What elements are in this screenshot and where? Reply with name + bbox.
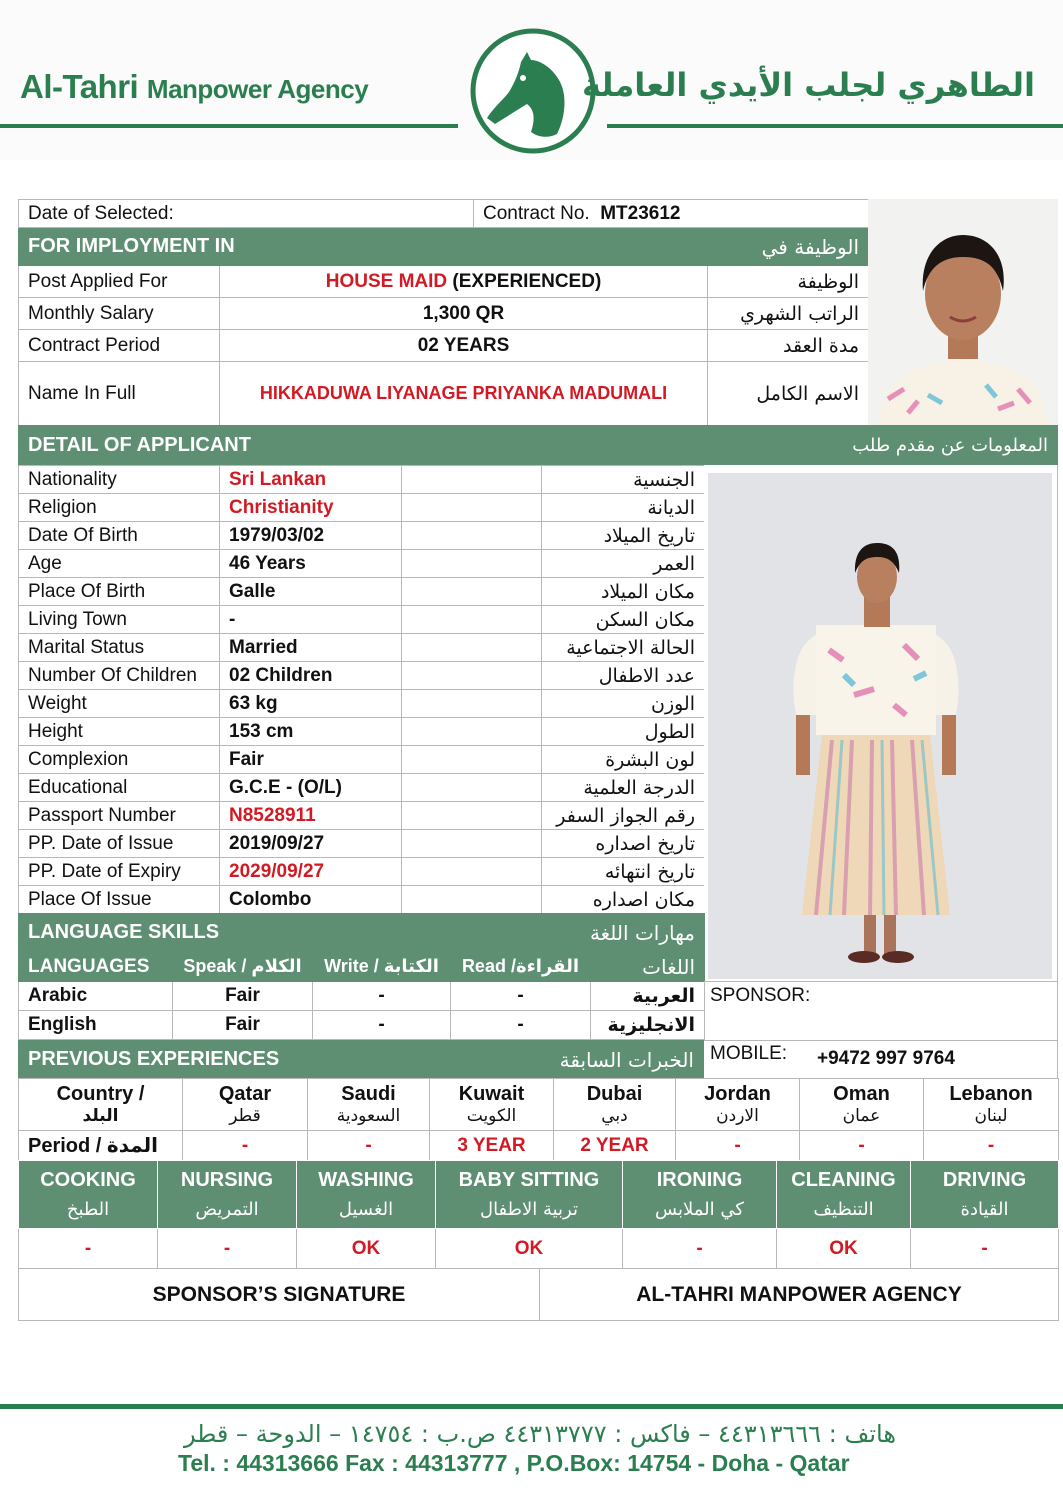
detail-label-ar: الجنسية xyxy=(542,466,705,494)
detail-label-ar: مكان الميلاد xyxy=(542,578,705,606)
detail-label-ar: الديانة xyxy=(542,494,705,522)
detail-row xyxy=(19,494,705,522)
skill-header: DRIVING القيادة xyxy=(911,1161,1059,1229)
footer-contact-en: Tel. : 44313666 Fax : 44313777 , P.O.Box: 14754 - Doha - Qatar xyxy=(178,1450,850,1476)
detail-label: Religion xyxy=(19,494,220,522)
detail-row xyxy=(19,830,705,858)
period-label: Contract Period xyxy=(19,330,220,362)
header-rule-right xyxy=(607,124,1063,128)
detail-label: Date Of Birth xyxy=(19,522,220,550)
salary-value: 1,300 QR xyxy=(220,298,708,330)
detail-blank xyxy=(402,746,542,774)
experience-title: PREVIOUS EXPERIENCES xyxy=(19,1041,362,1079)
language-skills-table xyxy=(18,913,705,1040)
skill-header: WASHING الغسيل xyxy=(297,1161,436,1229)
detail-row xyxy=(19,718,705,746)
experience-table xyxy=(18,1078,1059,1161)
detail-row xyxy=(19,690,705,718)
contract-no-cell: Contract No. MT23612 xyxy=(474,200,869,228)
col-languages: LANGUAGES xyxy=(19,952,173,982)
detail-blank xyxy=(402,578,542,606)
detail-row xyxy=(19,774,705,802)
detail-label: Number Of Children xyxy=(19,662,220,690)
experience-period: 3 YEAR xyxy=(430,1131,554,1161)
skill-header: COOKING الطبخ xyxy=(19,1161,158,1229)
agency-signature: AL-TAHRI MANPOWER AGENCY xyxy=(540,1269,1059,1321)
full-body-photo xyxy=(704,465,1058,981)
experience-period: - xyxy=(676,1131,800,1161)
experience-country: Oman عمان xyxy=(800,1079,924,1131)
detail-label-ar: لون البشرة xyxy=(542,746,705,774)
skills-table xyxy=(18,1160,1059,1269)
experience-section-header xyxy=(18,1040,704,1079)
language-write: - xyxy=(313,982,451,1011)
language-name-ar: العربية xyxy=(591,982,705,1011)
footer-rule xyxy=(0,1404,1063,1409)
full-name-value: HIKKADUWA LIYANAGE PRIYANKA MADUMALI xyxy=(220,362,708,426)
skill-header: CLEANING التنظيف xyxy=(777,1161,911,1229)
detail-label: Place Of Birth xyxy=(19,578,220,606)
experience-country: Kuwait الكويت xyxy=(430,1079,554,1131)
detail-label-ar: الطول xyxy=(542,718,705,746)
detail-value: Sri Lankan xyxy=(220,466,402,494)
col-write: Write / الكتابة xyxy=(313,952,451,982)
detail-row xyxy=(19,578,705,606)
skill-header: IRONING كي الملابس xyxy=(623,1161,777,1229)
detail-row xyxy=(19,466,705,494)
detail-label: Place Of Issue xyxy=(19,886,220,914)
contract-number: MT23612 xyxy=(600,202,681,224)
skill-value: - xyxy=(623,1229,777,1269)
post-label: Post Applied For xyxy=(19,266,220,298)
detail-label-ar: الدرجة العلمية xyxy=(542,774,705,802)
language-name-ar: الانجليزية xyxy=(591,1011,705,1040)
detail-label-ar: العمر xyxy=(542,550,705,578)
language-name: English xyxy=(19,1011,173,1040)
experience-country: Lebanon لبنان xyxy=(924,1079,1059,1131)
detail-label: Weight xyxy=(19,690,220,718)
skill-value: - xyxy=(19,1229,158,1269)
employment-section-title-ar: الوظيفة في xyxy=(708,228,869,266)
detail-blank xyxy=(402,718,542,746)
detail-value: 2029/09/27 xyxy=(220,858,402,886)
detail-label: Marital Status xyxy=(19,634,220,662)
detail-label-ar: رقم الجواز السفر xyxy=(542,802,705,830)
post-value: HOUSE MAID (EXPERIENCED) xyxy=(220,266,708,298)
signature-table xyxy=(18,1268,1059,1321)
detail-blank xyxy=(402,550,542,578)
col-speak: Speak / الكلام xyxy=(173,952,313,982)
sponsor-field: SPONSOR: xyxy=(704,981,1058,1041)
detail-label: Passport Number xyxy=(19,802,220,830)
letterhead xyxy=(0,0,1063,160)
language-row xyxy=(19,1011,705,1040)
detail-value: 02 Children xyxy=(220,662,402,690)
detail-title-ar: المعلومات عن مقدم طلب xyxy=(538,426,1058,466)
detail-blank xyxy=(402,522,542,550)
detail-blank xyxy=(402,886,542,914)
experience-period: - xyxy=(183,1131,308,1161)
detail-label: Educational xyxy=(19,774,220,802)
footer-contact-ar: هاتف : ٤٤٣١٣٦٦٦ – فاكس : ٤٤٣١٣٧٧٧ ص.ب : ١٤٧٥٤ – الدوحة – قطر xyxy=(184,1420,896,1448)
detail-row xyxy=(19,662,705,690)
language-write: - xyxy=(313,1011,451,1040)
detail-row xyxy=(19,522,705,550)
detail-label-ar: تاريخ اصداره xyxy=(542,830,705,858)
detail-label: PP. Date of Expiry xyxy=(19,858,220,886)
experience-country: Qatar قطر xyxy=(183,1079,308,1131)
detail-blank xyxy=(402,858,542,886)
skill-value: - xyxy=(158,1229,297,1269)
experience-country: Jordan الاردن xyxy=(676,1079,800,1131)
detail-blank xyxy=(402,662,542,690)
detail-label-ar: تاريخ انتهائه xyxy=(542,858,705,886)
experience-period: - xyxy=(800,1131,924,1161)
period-value: 02 YEARS xyxy=(220,330,708,362)
col-read: Read /القراءة xyxy=(451,952,591,982)
detail-blank xyxy=(402,830,542,858)
applicant-details-table xyxy=(18,465,705,914)
detail-value: G.C.E - (O/L) xyxy=(220,774,402,802)
detail-blank xyxy=(402,494,542,522)
name-label: Name In Full xyxy=(19,362,220,426)
skill-value: OK xyxy=(297,1229,436,1269)
detail-blank xyxy=(402,634,542,662)
detail-value: 153 cm xyxy=(220,718,402,746)
salary-label-ar: الراتب الشهري xyxy=(708,298,869,330)
experience-period: - xyxy=(924,1131,1059,1161)
period-label: Period / المدة xyxy=(19,1131,183,1161)
detail-label-ar: الحالة الاجتماعية xyxy=(542,634,705,662)
detail-row xyxy=(19,550,705,578)
detail-row xyxy=(19,858,705,886)
name-label-ar: الاسم الكامل xyxy=(708,362,869,426)
detail-row xyxy=(19,802,705,830)
skill-value: OK xyxy=(436,1229,623,1269)
detail-value: - xyxy=(220,606,402,634)
detail-label: Nationality xyxy=(19,466,220,494)
experience-period: - xyxy=(308,1131,430,1161)
col-languages-ar: اللغات xyxy=(591,952,705,982)
detail-value: 63 kg xyxy=(220,690,402,718)
experience-country: Saudi السعودية xyxy=(308,1079,430,1131)
date-selected-cell: Date of Selected: xyxy=(19,200,474,228)
language-speak: Fair xyxy=(173,982,313,1011)
mobile-number: +9472 997 9764 xyxy=(817,1048,955,1069)
detail-row xyxy=(19,746,705,774)
employment-section-title: FOR IMPLOYMENT IN xyxy=(19,228,708,266)
period-label-ar: مدة العقد xyxy=(708,330,869,362)
detail-value: 2019/09/27 xyxy=(220,830,402,858)
detail-value: 1979/03/02 xyxy=(220,522,402,550)
horse-logo-icon xyxy=(465,26,601,156)
language-speak: Fair xyxy=(173,1011,313,1040)
header-rule-left xyxy=(0,124,458,128)
language-read: - xyxy=(451,982,591,1011)
employment-table xyxy=(18,199,869,426)
skill-value: - xyxy=(911,1229,1059,1269)
detail-blank xyxy=(402,606,542,634)
salary-label: Monthly Salary xyxy=(19,298,220,330)
detail-value: Colombo xyxy=(220,886,402,914)
detail-title: DETAIL OF APPLICANT xyxy=(19,426,539,466)
skill-header: NURSING التمريض xyxy=(158,1161,297,1229)
detail-value: Galle xyxy=(220,578,402,606)
country-label: Country / البلد xyxy=(19,1079,183,1131)
detail-row xyxy=(19,634,705,662)
detail-value: 46 Years xyxy=(220,550,402,578)
detail-blank xyxy=(402,466,542,494)
detail-section-header xyxy=(18,425,1058,466)
detail-label: Height xyxy=(19,718,220,746)
skill-value: OK xyxy=(777,1229,911,1269)
detail-value: Christianity xyxy=(220,494,402,522)
mobile-field: MOBILE: +9472 997 9764 xyxy=(704,1040,1058,1078)
detail-blank xyxy=(402,774,542,802)
detail-blank xyxy=(402,802,542,830)
detail-label: Age xyxy=(19,550,220,578)
detail-label: Living Town xyxy=(19,606,220,634)
detail-label-ar: عدد الاطفال xyxy=(542,662,705,690)
detail-blank xyxy=(402,690,542,718)
agency-name-en: Al-Tahri Manpower Agency xyxy=(20,68,369,105)
agency-name-ar: الطاهري لجلب الأيدي العاملة xyxy=(582,66,1035,104)
skill-header: BABY SITTING تربية الاطفال xyxy=(436,1161,623,1229)
language-read: - xyxy=(451,1011,591,1040)
portrait-photo xyxy=(868,199,1058,425)
experience-title-ar: الخبرات السابقة xyxy=(361,1041,704,1079)
language-name: Arabic xyxy=(19,982,173,1011)
post-label-ar: الوظيفة xyxy=(708,266,869,298)
detail-value: N8528911 xyxy=(220,802,402,830)
detail-label: PP. Date of Issue xyxy=(19,830,220,858)
detail-label-ar: تاريخ الميلاد xyxy=(542,522,705,550)
detail-label-ar: مكان اصداره xyxy=(542,886,705,914)
language-title-ar: مهارات اللغة xyxy=(451,914,705,952)
language-title: LANGUAGE SKILLS xyxy=(19,914,451,952)
experience-country: Dubai دبي xyxy=(554,1079,676,1131)
detail-value: Fair xyxy=(220,746,402,774)
detail-label-ar: مكان السكن xyxy=(542,606,705,634)
experience-period: 2 YEAR xyxy=(554,1131,676,1161)
detail-label-ar: الوزن xyxy=(542,690,705,718)
language-row xyxy=(19,982,705,1011)
detail-label: Complexion xyxy=(19,746,220,774)
sponsor-signature: SPONSOR’S SIGNATURE xyxy=(19,1269,540,1321)
detail-value: Married xyxy=(220,634,402,662)
detail-row xyxy=(19,606,705,634)
detail-row xyxy=(19,886,705,914)
